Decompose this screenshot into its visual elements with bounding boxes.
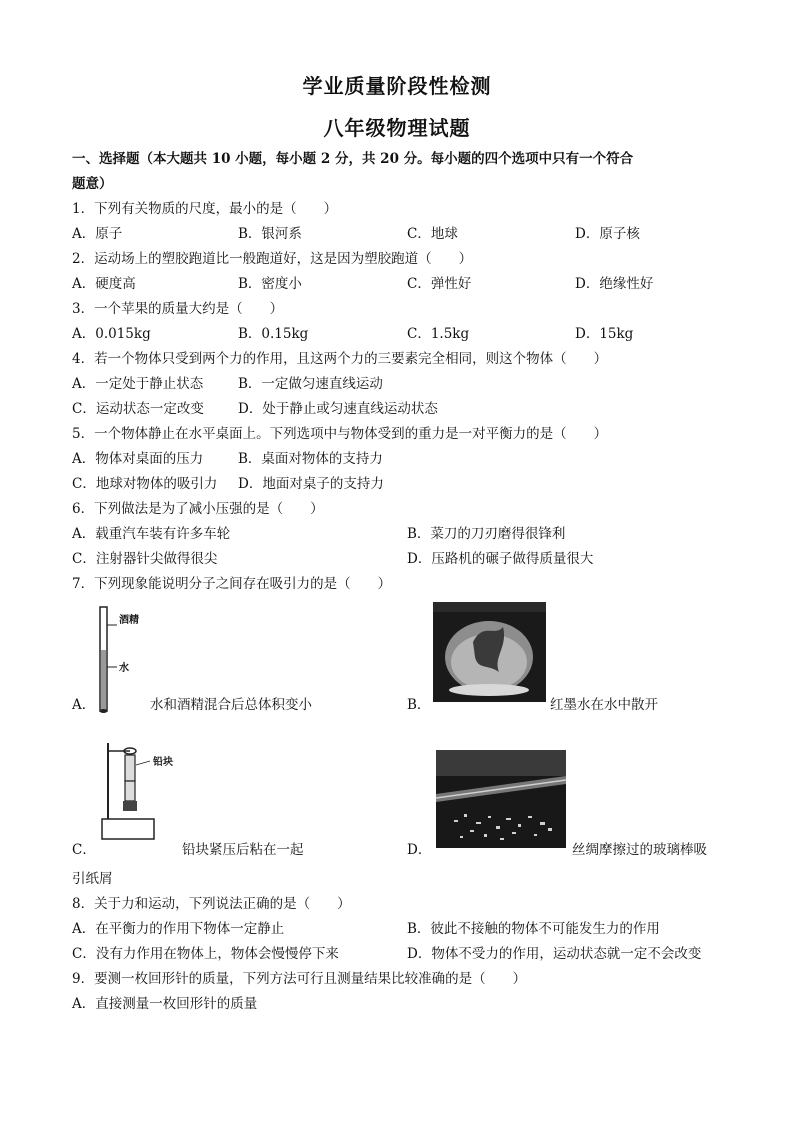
q8-option-a: A．在平衡力的作用下物体一定静止	[72, 921, 285, 937]
q8-option-c: C．没有力作用在物体上，物体会慢慢停下来	[72, 946, 339, 962]
q7-figure-c	[98, 735, 188, 845]
q2-option-a: A．硬度高	[72, 276, 136, 292]
q7-option-d-caption: 丝绸摩擦过的玻璃棒吸	[572, 842, 707, 858]
q1-option-a: A．原子	[72, 226, 123, 242]
q2-option-b: B．密度小	[238, 276, 302, 292]
q6-option-a: A．载重汽车装有许多车轮	[72, 526, 231, 542]
q8-option-d: D．物体不受力的作用，运动状态就一定不会改变	[407, 946, 702, 962]
q2-option-d: D．绝缘性好	[575, 276, 654, 292]
q1-option-d: D．原子核	[575, 226, 640, 242]
q5-option-b: B．桌面对物体的支持力	[238, 451, 383, 467]
q7-option-d-letter: D．	[407, 842, 432, 858]
q4-option-b: B．一定做匀速直线运动	[238, 376, 383, 392]
q1-option-c: C．地球	[407, 226, 458, 242]
q7-option-c-caption: 铅块紧压后粘在一起	[182, 842, 304, 858]
q9-option-a: A．直接测量一枚回形针的质量	[72, 996, 258, 1012]
q5-option-a: A．物体对桌面的压力	[72, 451, 204, 467]
q7-figure-d	[436, 750, 566, 848]
water-label: 水	[119, 663, 129, 674]
question-5-stem: 5．一个物体静止在水平桌面上。下列选项中与物体受到的重力是一对平衡力的是（ ）	[72, 426, 608, 442]
q6-option-b: B．菜刀的刀刃磨得很锋利	[407, 526, 566, 542]
question-6-stem: 6．下列做法是为了减小压强的是（ ）	[72, 501, 324, 517]
q5-option-d: D．地面对桌子的支持力	[238, 476, 384, 492]
q5-option-c: C．地球对物体的吸引力	[72, 476, 218, 492]
q6-option-c: C．注射器针尖做得很尖	[72, 551, 218, 567]
lead-block-label: 铅块	[153, 757, 173, 768]
question-9-stem: 9．要测一枚回形针的质量，下列方法可行且测量结果比较准确的是（ ）	[72, 971, 527, 987]
q7-option-b-letter: B．	[407, 697, 431, 713]
q7-figure-b	[433, 602, 546, 702]
q8-option-b: B．彼此不接触的物体不可能发生力的作用	[407, 921, 660, 937]
question-1-stem: 1．下列有关物质的尺度，最小的是（ ）	[72, 201, 338, 217]
q6-option-d: D．压路机的碾子做得质量很大	[407, 551, 594, 567]
q7-figure-a	[95, 605, 145, 715]
question-3-stem: 3．一个苹果的质量大约是（ ）	[72, 301, 284, 317]
page-subtitle: 八年级物理试题	[323, 116, 471, 140]
q2-option-c: C．弹性好	[407, 276, 472, 292]
q4-option-d: D．处于静止或匀速直线运动状态	[238, 401, 438, 417]
q4-option-a: A．一定处于静止状态	[72, 376, 204, 392]
q7-option-a-caption: 水和酒精混合后总体积变小	[150, 697, 312, 713]
section-heading: 一、选择题（本大题共 10 小题，每小题 2 分，共 20 分。每小题的四个选项中只有一个符合	[72, 151, 634, 167]
q1-option-b: B．银河系	[238, 226, 302, 242]
q3-option-b: B．0.15kg	[238, 326, 309, 342]
q3-option-a: A．0.015kg	[72, 326, 151, 342]
q7-option-b-caption: 红墨水在水中散开	[550, 697, 658, 713]
q7-option-c-letter: C．	[72, 842, 96, 858]
section-heading-cont: 题意）	[72, 176, 113, 192]
q4-option-c: C．运动状态一定改变	[72, 401, 204, 417]
q7-option-a-letter: A．	[72, 697, 96, 713]
alcohol-label: 酒精	[119, 615, 139, 626]
question-7-stem: 7．下列现象能说明分子之间存在吸引力的是（ ）	[72, 576, 392, 592]
question-4-stem: 4．若一个物体只受到两个力的作用，且这两个力的三要素完全相同，则这个物体（ ）	[72, 351, 608, 367]
question-8-stem: 8．关于力和运动，下列说法正确的是（ ）	[72, 896, 351, 912]
q3-option-d: D．15kg	[575, 326, 634, 342]
question-2-stem: 2．运动场上的塑胶跑道比一般跑道好，这是因为塑胶跑道（ ）	[72, 251, 473, 267]
page-title: 学业质量阶段性检测	[302, 74, 492, 98]
q7-option-d-caption-cont: 引纸屑	[72, 871, 113, 887]
q3-option-c: C．1.5kg	[407, 326, 470, 342]
